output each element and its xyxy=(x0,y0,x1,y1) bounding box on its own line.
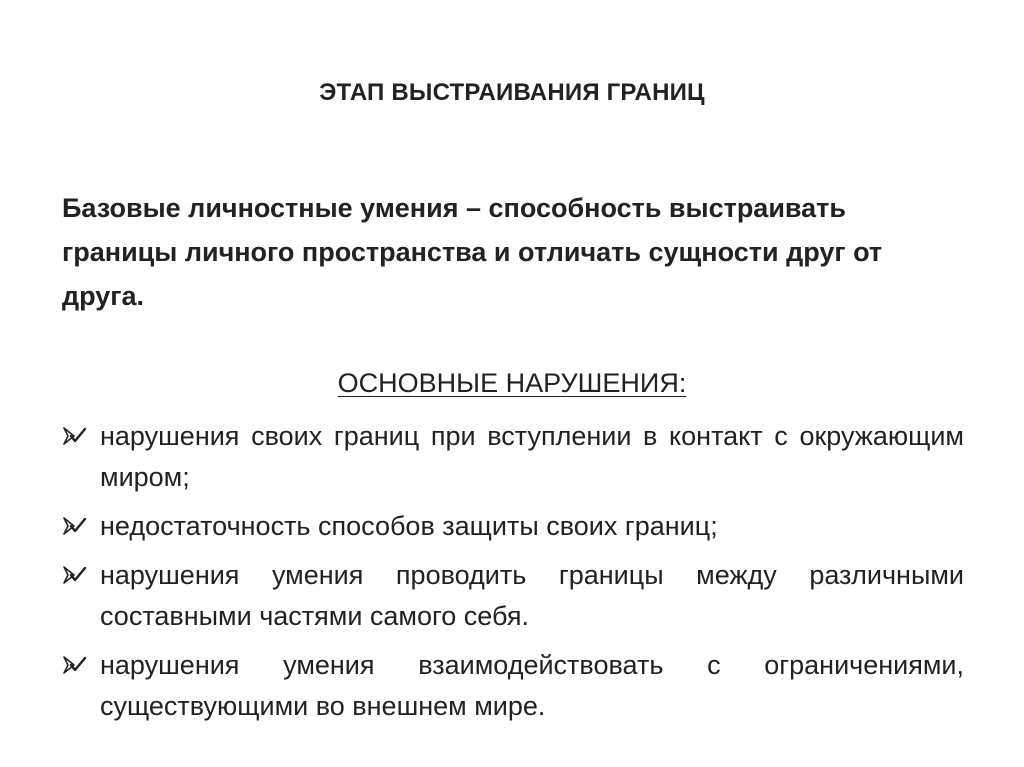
list-item-text: недостаточность способов защиты своих границ; xyxy=(100,511,718,541)
arrow-check-bullet-icon xyxy=(62,652,88,678)
violations-list xyxy=(62,416,964,735)
arrow-check-bullet-icon xyxy=(62,423,88,449)
list-item-text: нарушения умения проводить границы между различными составными частями самого себя. xyxy=(100,560,964,631)
lead-paragraph: Базовые личностные умения – способность выстраивать границы личного пространства и отличать сущности друг от друга. xyxy=(62,193,883,311)
list-item xyxy=(62,645,964,727)
section-heading xyxy=(0,366,1024,400)
section-heading-text: ОСНОВНЫЕ НАРУШЕНИЯ: xyxy=(337,368,687,398)
list-item-text: нарушения своих границ при вступлении в контакт с окружающим миром; xyxy=(100,421,964,492)
list-item xyxy=(62,506,964,547)
list-item-text: нарушения умения взаимодействовать с ограничениями, существующими во внешнем мире. xyxy=(100,650,964,721)
list-item xyxy=(62,555,964,637)
list-item xyxy=(62,416,964,498)
arrow-check-bullet-icon xyxy=(62,513,88,539)
arrow-check-bullet-icon xyxy=(62,562,88,588)
slide-title: ЭТАП ВЫСТРАИВАНИЯ ГРАНИЦ xyxy=(319,79,705,106)
